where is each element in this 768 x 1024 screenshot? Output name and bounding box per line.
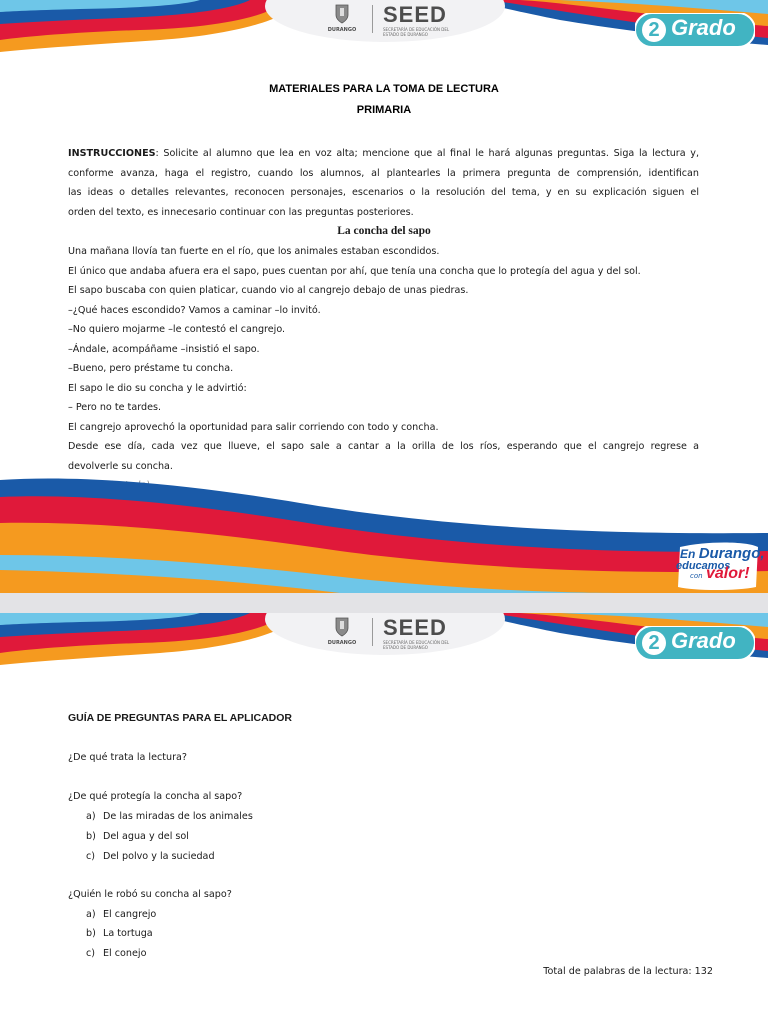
- instructions-line: orden del texto, es innecesario continuar con las preguntas posteriores.: [68, 206, 414, 218]
- seed-logo-text: SEED: [383, 2, 447, 27]
- footer-banner: [0, 475, 768, 593]
- instructions-line: las ideas o detalles relevantes, reconocen personajes, escenarios o la resolución del tema, y en su explicación siguen el: [68, 187, 699, 198]
- grade-number: 2: [642, 631, 666, 655]
- total-words: Total de palabras de la lectura: 132: [543, 966, 713, 977]
- question-3-option-a: a) El cangrejo: [86, 909, 157, 920]
- durango-label: DURANGO: [327, 640, 357, 646]
- story-line: El único que andaba afuera era el sapo, pues cuentan por ahí, que tenía una concha que lo protegía del agua y del sol.: [68, 265, 641, 277]
- story-line: –Bueno, pero préstame tu concha.: [68, 363, 234, 374]
- question-2-option-b: b) Del agua y del sol: [86, 831, 189, 842]
- document-subtitle: PRIMARIA: [356, 104, 412, 116]
- story-line: El cangrejo aprovechó la oportunidad para salir corriendo con todo y concha.: [68, 421, 439, 433]
- question-3: ¿Quién le robó su concha al sapo?: [68, 889, 232, 900]
- instructions-line: INSTRUCCIONES: Solicite al alumno que lea en voz alta; mencione que al final le hará algunas preguntas. Siga la lectura y,: [68, 148, 699, 159]
- instructions-line: conforme avanza, haga el registro, cuando los alumnos, al plantearles la primera pregunta de comprensión, identifican: [68, 167, 699, 179]
- story-line: –No quiero mojarme –le contestó el cangrejo.: [68, 324, 286, 335]
- story-line: Desde ese día, cada vez que llueve, el sapo sale a cantar a la orilla de los ríos, esperando que el cangrejo regrese a: [68, 441, 699, 452]
- seed-subtitle: SECRETARÍA DE EDUCACIÓN DEL ESTADO DE DURANGO: [383, 27, 450, 37]
- story-line: Una mañana llovía tan fuerte en el río, que los animales estaban escondidos.: [68, 246, 440, 257]
- question-3-option-c: c) El conejo: [86, 948, 147, 959]
- grade-word: Grado: [671, 628, 736, 653]
- story-line: –¿Qué haces escondido? Vamos a caminar –lo invitó.: [68, 304, 321, 316]
- grade-number: 2: [642, 18, 666, 42]
- question-2: ¿De qué protegía la concha al sapo?: [68, 791, 243, 802]
- story-line: El sapo buscaba con quien platicar, cuando vio al cangrejo debajo de unas piedras.: [68, 285, 469, 296]
- document-title: MATERIALES PARA LA TOMA DE LECTURA: [269, 83, 499, 95]
- durango-crest-icon: [334, 617, 350, 637]
- slogan-line-3: valor!: [706, 565, 750, 582]
- instructions-paragraph: [68, 144, 699, 222]
- grade-word: Grado: [671, 15, 736, 40]
- guide-title: GUÍA DE PREGUNTAS PARA EL APLICADOR: [68, 712, 293, 724]
- question-2-option-c: c) Del polvo y la suciedad: [86, 851, 215, 862]
- durango-label: DURANGO: [327, 27, 357, 33]
- slogan-line-1: En Durango,: [680, 545, 765, 562]
- story-title: La concha del sapo: [337, 225, 431, 237]
- seed-subtitle: SECRETARÍA DE EDUCACIÓN DEL ESTADO DE DURANGO: [383, 640, 450, 650]
- story-line: devolverle su concha.: [68, 460, 173, 472]
- story-line: – Pero no te tardes.: [68, 402, 162, 413]
- story-line: El sapo le dio su concha y le advirtió:: [68, 382, 247, 394]
- logo-divider: [372, 618, 373, 646]
- logo-divider: [372, 5, 373, 33]
- durango-crest-icon: [334, 4, 350, 24]
- instructions-label: INSTRUCCIONES: [68, 148, 156, 159]
- slogan-line-2: educamos: [676, 560, 731, 572]
- question-3-option-b: b) La tortuga: [86, 928, 153, 939]
- story-body: [68, 242, 699, 496]
- story-line: –Ándale, acompáñame –insistió el sapo.: [68, 343, 260, 355]
- slogan-small: con: [690, 572, 703, 580]
- question-1: ¿De qué trata la lectura?: [68, 752, 188, 763]
- question-2-option-a: a) De las miradas de los animales: [86, 811, 253, 822]
- seed-logo-text: SEED: [383, 615, 447, 640]
